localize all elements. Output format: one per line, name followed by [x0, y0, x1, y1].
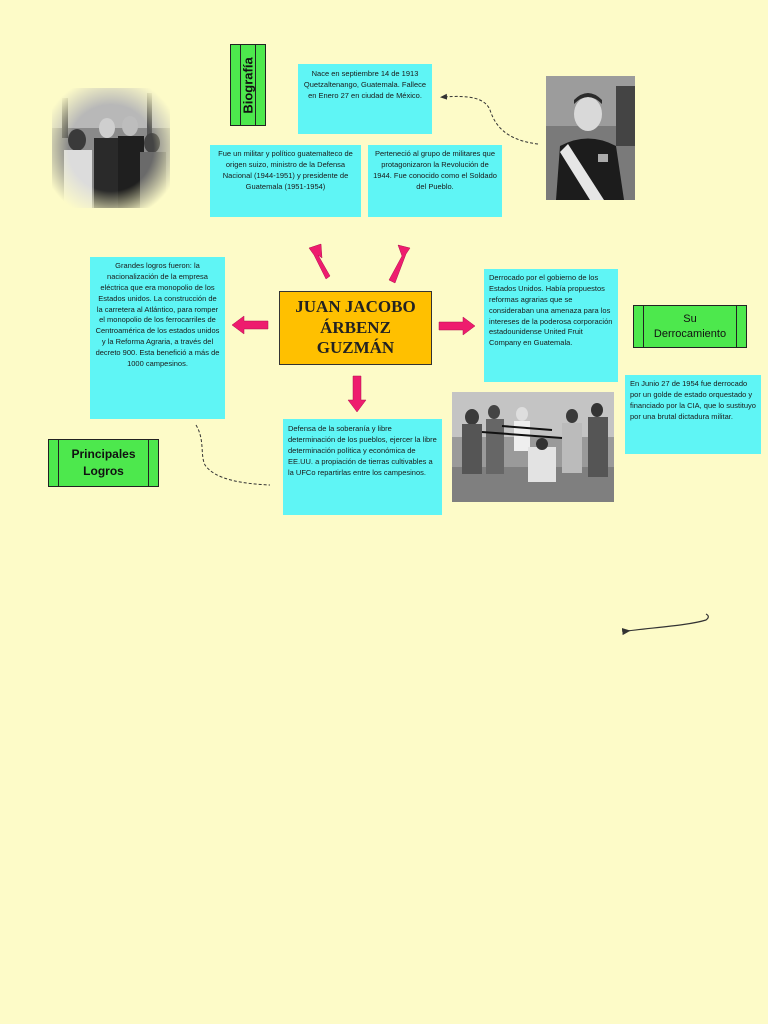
label-biografia [230, 44, 266, 126]
box-logros-text: Grandes logros fueron: la nacionalización de la empresa eléctrica que era monopolio de los Estados unidos. La construcción de la carretera al Atlántico, para romper el monopolio de los ferrocarriles de Centroamérica de los estados unidos y la Reforma Agraria, a través del decreto 900. Esta benefició a más de 1000 campesinos. [95, 261, 220, 368]
portrait-photo [546, 76, 635, 200]
arrow-right [439, 317, 475, 335]
double-arrow-connector [627, 614, 708, 631]
arrow-up-right [389, 245, 410, 283]
box-militar [210, 145, 361, 217]
box-militar-text: Fue un militar y político guatemalteco de origen suizo, ministro de la Defensa Nacional (1944-1951) y presidente de Guatemala (1951-1954) [218, 149, 353, 191]
box-logros [90, 257, 225, 419]
box-pertenecio [368, 145, 502, 217]
box-junio-text: En Junio 27 de 1954 fue derrocado por un golde de estado orquestado y financiado por la CIA, que lo sustituyo por una brutal dictadura militar. [630, 379, 756, 421]
group-photo [52, 88, 170, 208]
box-pertenecio-text: Perteneció al grupo de militares que protagonizaron la Revolución de 1944. Fue conocido como el Soldado del Pueblo. [373, 149, 497, 191]
label-derrocamiento [633, 305, 747, 348]
box-defensa-text: Defensa de la soberanía y libre determinación de los pueblos, ejercer la libre determinación política y económica de EE.UU. a propiación de tierras cultivables a la UFCo repartirlas entre los campesinos. [288, 424, 437, 477]
arrow-up-left [309, 244, 330, 279]
central-title [279, 291, 432, 365]
central-title-text: JUAN JACOBO ÁRBENZ GUZMÁN [295, 297, 416, 358]
dashed-connector-logros [196, 425, 270, 485]
box-nace [298, 64, 432, 134]
label-derrocamiento-text: Su Derrocamiento [653, 312, 727, 340]
dashed-connector-portrait [443, 96, 538, 144]
label-logros-text: Principales Logros [71, 446, 136, 478]
box-nace-text: Nace en septiembre 14 de 1913 Quetzaltenango, Guatemala. Fallece en Enero 27 en ciudad de México. [303, 69, 427, 100]
box-derrocado [484, 269, 618, 382]
box-junio [625, 375, 761, 454]
arrow-left [232, 316, 268, 334]
box-defensa [283, 419, 442, 515]
label-logros [48, 439, 159, 487]
arrow-down [348, 376, 366, 412]
label-biografia-text: Biografía [240, 56, 256, 114]
soldiers-photo [452, 392, 614, 502]
box-derrocado-text: Derrocado por el gobierno de los Estados Unidos. Había propuestos reformas agrarias que se consideraban una amenaza para los intereses de la poderosa corporación estadounidense United Fruit Company en Guatemala. [489, 273, 613, 348]
